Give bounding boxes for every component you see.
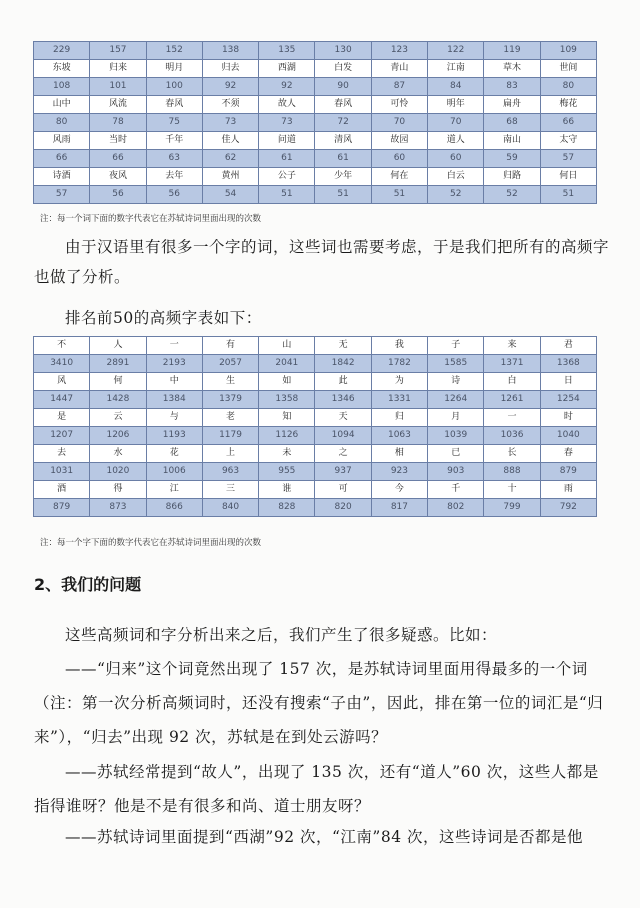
table-cell: 月 — [428, 409, 484, 427]
table-cell: 风雨 — [34, 132, 90, 150]
table-cell: 80 — [34, 114, 90, 132]
table-cell: 酒 — [34, 481, 90, 499]
table-cell: 山中 — [34, 96, 90, 114]
table-cell: 51 — [540, 186, 596, 204]
table-cell: 157 — [90, 42, 146, 60]
table-cell: 白发 — [315, 60, 371, 78]
table-cell: 江 — [146, 481, 202, 499]
table-cell: 之 — [315, 445, 371, 463]
table-cell: 梅花 — [540, 96, 596, 114]
table-cell: 去年 — [146, 168, 202, 186]
table-cell: 少年 — [315, 168, 371, 186]
table-cell: 1368 — [540, 355, 596, 373]
table-cell: 子 — [428, 337, 484, 355]
table-cell: 问道 — [259, 132, 315, 150]
table-cell: 62 — [202, 150, 258, 168]
table-cell: 得 — [90, 481, 146, 499]
table-cell: 归来 — [90, 60, 146, 78]
table-cell: 水 — [90, 445, 146, 463]
table-row — [34, 481, 597, 499]
table-cell: 1039 — [428, 427, 484, 445]
table-cell: 南山 — [484, 132, 540, 150]
table-cell: 何日 — [540, 168, 596, 186]
table-row — [34, 150, 597, 168]
table-cell: 西湖 — [259, 60, 315, 78]
table-cell: 1346 — [315, 391, 371, 409]
table-cell: 70 — [371, 114, 427, 132]
paragraph-question-guren: ——苏轼经常提到“故人”，出现了 135 次，还有“道人”60 次，这些人都是指得谁呀？他是不是有很多和尚、道士朋友呀？ — [34, 763, 599, 815]
table-row — [34, 427, 597, 445]
high-frequency-words-table — [33, 41, 597, 204]
table-row — [34, 409, 597, 427]
table-cell: 66 — [540, 114, 596, 132]
table-row — [34, 96, 597, 114]
table-cell: 相 — [371, 445, 427, 463]
table-cell: 归路 — [484, 168, 540, 186]
table-cell: 138 — [202, 42, 258, 60]
table-cell: 公子 — [259, 168, 315, 186]
table-cell: 世间 — [540, 60, 596, 78]
table-cell: 229 — [34, 42, 90, 60]
table-cell: 83 — [484, 78, 540, 96]
table-cell: 60 — [371, 150, 427, 168]
table-cell: 江南 — [428, 60, 484, 78]
table-cell: 不须 — [202, 96, 258, 114]
table-cell: 老 — [202, 409, 258, 427]
table-cell: 诗酒 — [34, 168, 90, 186]
table-cell: 879 — [34, 499, 90, 517]
table-cell: 1264 — [428, 391, 484, 409]
table-cell: 1428 — [90, 391, 146, 409]
table-cell: 一 — [484, 409, 540, 427]
table-cell: 799 — [484, 499, 540, 517]
table-cell: 152 — [146, 42, 202, 60]
table-cell: 80 — [540, 78, 596, 96]
table-row — [34, 373, 597, 391]
table-cell: 谁 — [259, 481, 315, 499]
table-cell: 68 — [484, 114, 540, 132]
table-row — [34, 78, 597, 96]
table-cell: 955 — [259, 463, 315, 481]
table-cell: 73 — [259, 114, 315, 132]
table-cell: 1371 — [484, 355, 540, 373]
table-cell: 122 — [428, 42, 484, 60]
table-row — [34, 168, 597, 186]
table-cell: 诗 — [428, 373, 484, 391]
table-cell: 知 — [259, 409, 315, 427]
table-cell: 黄州 — [202, 168, 258, 186]
table-cell: 千年 — [146, 132, 202, 150]
table-cell: 未 — [259, 445, 315, 463]
table-cell: 92 — [202, 78, 258, 96]
table-cell: 3410 — [34, 355, 90, 373]
table-cell: 天 — [315, 409, 371, 427]
table-cell: 57 — [540, 150, 596, 168]
table-row — [34, 463, 597, 481]
table-row — [34, 114, 597, 132]
table-cell: 1031 — [34, 463, 90, 481]
table-row — [34, 60, 597, 78]
table-cell: 清风 — [315, 132, 371, 150]
table-cell: 56 — [146, 186, 202, 204]
table-cell: 903 — [428, 463, 484, 481]
table-cell: 1331 — [371, 391, 427, 409]
table-cell: 我 — [371, 337, 427, 355]
table-cell: 92 — [259, 78, 315, 96]
table-cell: 90 — [315, 78, 371, 96]
table-cell: 当时 — [90, 132, 146, 150]
table-cell: 1206 — [90, 427, 146, 445]
table-cell: 101 — [90, 78, 146, 96]
table-cell: 109 — [540, 42, 596, 60]
table-cell: 84 — [428, 78, 484, 96]
table-cell: 888 — [484, 463, 540, 481]
table-cell: 1126 — [259, 427, 315, 445]
table-cell: 2891 — [90, 355, 146, 373]
table-cell: 1358 — [259, 391, 315, 409]
table-cell: 1261 — [484, 391, 540, 409]
table-cell: 937 — [315, 463, 371, 481]
table-cell: 人 — [90, 337, 146, 355]
table-cell: 三 — [202, 481, 258, 499]
paragraph-question-xihu: ——苏轼诗词里面提到“西湖”92 次，“江南”84 次，这些诗词是否都是他 — [65, 828, 583, 846]
table-cell: 866 — [146, 499, 202, 517]
table-cell: 如 — [259, 373, 315, 391]
table-cell: 57 — [34, 186, 90, 204]
table-cell: 54 — [202, 186, 258, 204]
table-row — [34, 355, 597, 373]
table-cell: 87 — [371, 78, 427, 96]
table-cell: 十 — [484, 481, 540, 499]
table-cell: 1040 — [540, 427, 596, 445]
table-cell: 51 — [371, 186, 427, 204]
table-row — [34, 391, 597, 409]
table-cell: 923 — [371, 463, 427, 481]
table-cell: 1384 — [146, 391, 202, 409]
table-cell: 52 — [428, 186, 484, 204]
table-cell: 817 — [371, 499, 427, 517]
table-cell: 明年 — [428, 96, 484, 114]
table-cell: 归去 — [202, 60, 258, 78]
table-cell: 归 — [371, 409, 427, 427]
table-cell: 123 — [371, 42, 427, 60]
table-cell: 828 — [259, 499, 315, 517]
table-cell: 无 — [315, 337, 371, 355]
table-cell: 山 — [259, 337, 315, 355]
table-cell: 可 — [315, 481, 371, 499]
table-cell: 73 — [202, 114, 258, 132]
table-cell: 873 — [90, 499, 146, 517]
table-cell: 1020 — [90, 463, 146, 481]
table-row — [34, 42, 597, 60]
table-cell: 时 — [540, 409, 596, 427]
table-cell: 1254 — [540, 391, 596, 409]
table-row — [34, 337, 597, 355]
table-cell: 1379 — [202, 391, 258, 409]
table-row — [34, 186, 597, 204]
table-cell: 一 — [146, 337, 202, 355]
table-cell: 63 — [146, 150, 202, 168]
table-cell: 草木 — [484, 60, 540, 78]
table-cell: 千 — [428, 481, 484, 499]
table-cell: 130 — [315, 42, 371, 60]
table-cell: 100 — [146, 78, 202, 96]
table-cell: 为 — [371, 373, 427, 391]
table-cell: 东坡 — [34, 60, 90, 78]
table-cell: 故人 — [259, 96, 315, 114]
table-cell: 日 — [540, 373, 596, 391]
table-cell: 1094 — [315, 427, 371, 445]
table-cell: 840 — [202, 499, 258, 517]
table-cell: 故园 — [371, 132, 427, 150]
table-cell: 风 — [34, 373, 90, 391]
table-cell: 太守 — [540, 132, 596, 150]
table-cell: 何在 — [371, 168, 427, 186]
table-cell: 52 — [484, 186, 540, 204]
table-cell: 820 — [315, 499, 371, 517]
table-cell: 66 — [90, 150, 146, 168]
table-cell: 白云 — [428, 168, 484, 186]
table-cell: 与 — [146, 409, 202, 427]
table-cell: 963 — [202, 463, 258, 481]
table-cell: 白 — [484, 373, 540, 391]
table-cell: 2041 — [259, 355, 315, 373]
table-cell: 70 — [428, 114, 484, 132]
high-frequency-chars-table — [33, 336, 597, 517]
table-cell: 今 — [371, 481, 427, 499]
table-cell: 2193 — [146, 355, 202, 373]
table-cell: 1036 — [484, 427, 540, 445]
table-cell: 青山 — [371, 60, 427, 78]
table-cell: 春 — [540, 445, 596, 463]
table-row — [34, 499, 597, 517]
table-cell: 1179 — [202, 427, 258, 445]
table-cell: 879 — [540, 463, 596, 481]
table-cell: 1842 — [315, 355, 371, 373]
table-cell: 108 — [34, 78, 90, 96]
table-row — [34, 132, 597, 150]
table-cell: 有 — [202, 337, 258, 355]
table-cell: 802 — [428, 499, 484, 517]
table2-note: 注：每一个字下面的数字代表它在苏轼诗词里面出现的次数 — [40, 538, 262, 548]
table-cell: 不 — [34, 337, 90, 355]
table-cell: 来 — [484, 337, 540, 355]
table-cell: 75 — [146, 114, 202, 132]
table-cell: 道人 — [428, 132, 484, 150]
table-cell: 1193 — [146, 427, 202, 445]
table-cell: 119 — [484, 42, 540, 60]
table-cell: 雨 — [540, 481, 596, 499]
paragraph-single-char-words: 由于汉语里有很多一个字的词，这些词也需要考虑，于是我们把所有的高频字也做了分析。 — [34, 238, 610, 286]
table-cell: 春风 — [315, 96, 371, 114]
table-cell: 1782 — [371, 355, 427, 373]
paragraph-top50-chars-intro: 排名前50的高频字表如下： — [65, 309, 262, 327]
table-cell: 51 — [259, 186, 315, 204]
table-cell: 1063 — [371, 427, 427, 445]
table-cell: 春风 — [146, 96, 202, 114]
paragraph-question-guilai: ——“归来”这个词竟然出现了 157 次，是苏轼诗词里面用得最多的一个词（注：第一次分析高频词时，还没有搜索“子由”，因此，排在第一位的词汇是“归来”），“归去”出现 92 次，苏轼是在到处云游吗？ — [34, 660, 604, 746]
table-cell: 51 — [315, 186, 371, 204]
table-cell: 可怜 — [371, 96, 427, 114]
table-cell: 生 — [202, 373, 258, 391]
table-cell: 是 — [34, 409, 90, 427]
table-cell: 扁舟 — [484, 96, 540, 114]
section-heading: 2、我们的问题 — [34, 575, 142, 594]
table-cell: 何 — [90, 373, 146, 391]
table-cell: 78 — [90, 114, 146, 132]
table-cell: 56 — [90, 186, 146, 204]
table-cell: 61 — [259, 150, 315, 168]
table-cell: 59 — [484, 150, 540, 168]
paragraph-questions-intro: 这些高频词和字分析出来之后，我们产生了很多疑惑。比如： — [65, 626, 498, 644]
table-cell: 云 — [90, 409, 146, 427]
table-cell: 明月 — [146, 60, 202, 78]
table-cell: 花 — [146, 445, 202, 463]
table-row — [34, 445, 597, 463]
table-cell: 1585 — [428, 355, 484, 373]
table-cell: 去 — [34, 445, 90, 463]
table1-note: 注：每一个词下面的数字代表它在苏轼诗词里面出现的次数 — [40, 214, 262, 224]
table-cell: 1006 — [146, 463, 202, 481]
table-cell: 1207 — [34, 427, 90, 445]
table-cell: 君 — [540, 337, 596, 355]
table-cell: 135 — [259, 42, 315, 60]
table-cell: 已 — [428, 445, 484, 463]
table-cell: 792 — [540, 499, 596, 517]
table-cell: 2057 — [202, 355, 258, 373]
table-cell: 风流 — [90, 96, 146, 114]
table-cell: 1447 — [34, 391, 90, 409]
table-cell: 66 — [34, 150, 90, 168]
table-cell: 中 — [146, 373, 202, 391]
table-cell: 61 — [315, 150, 371, 168]
table-cell: 72 — [315, 114, 371, 132]
table-cell: 此 — [315, 373, 371, 391]
table-cell: 60 — [428, 150, 484, 168]
table-cell: 上 — [202, 445, 258, 463]
table-cell: 长 — [484, 445, 540, 463]
table-cell: 夜风 — [90, 168, 146, 186]
table-cell: 佳人 — [202, 132, 258, 150]
